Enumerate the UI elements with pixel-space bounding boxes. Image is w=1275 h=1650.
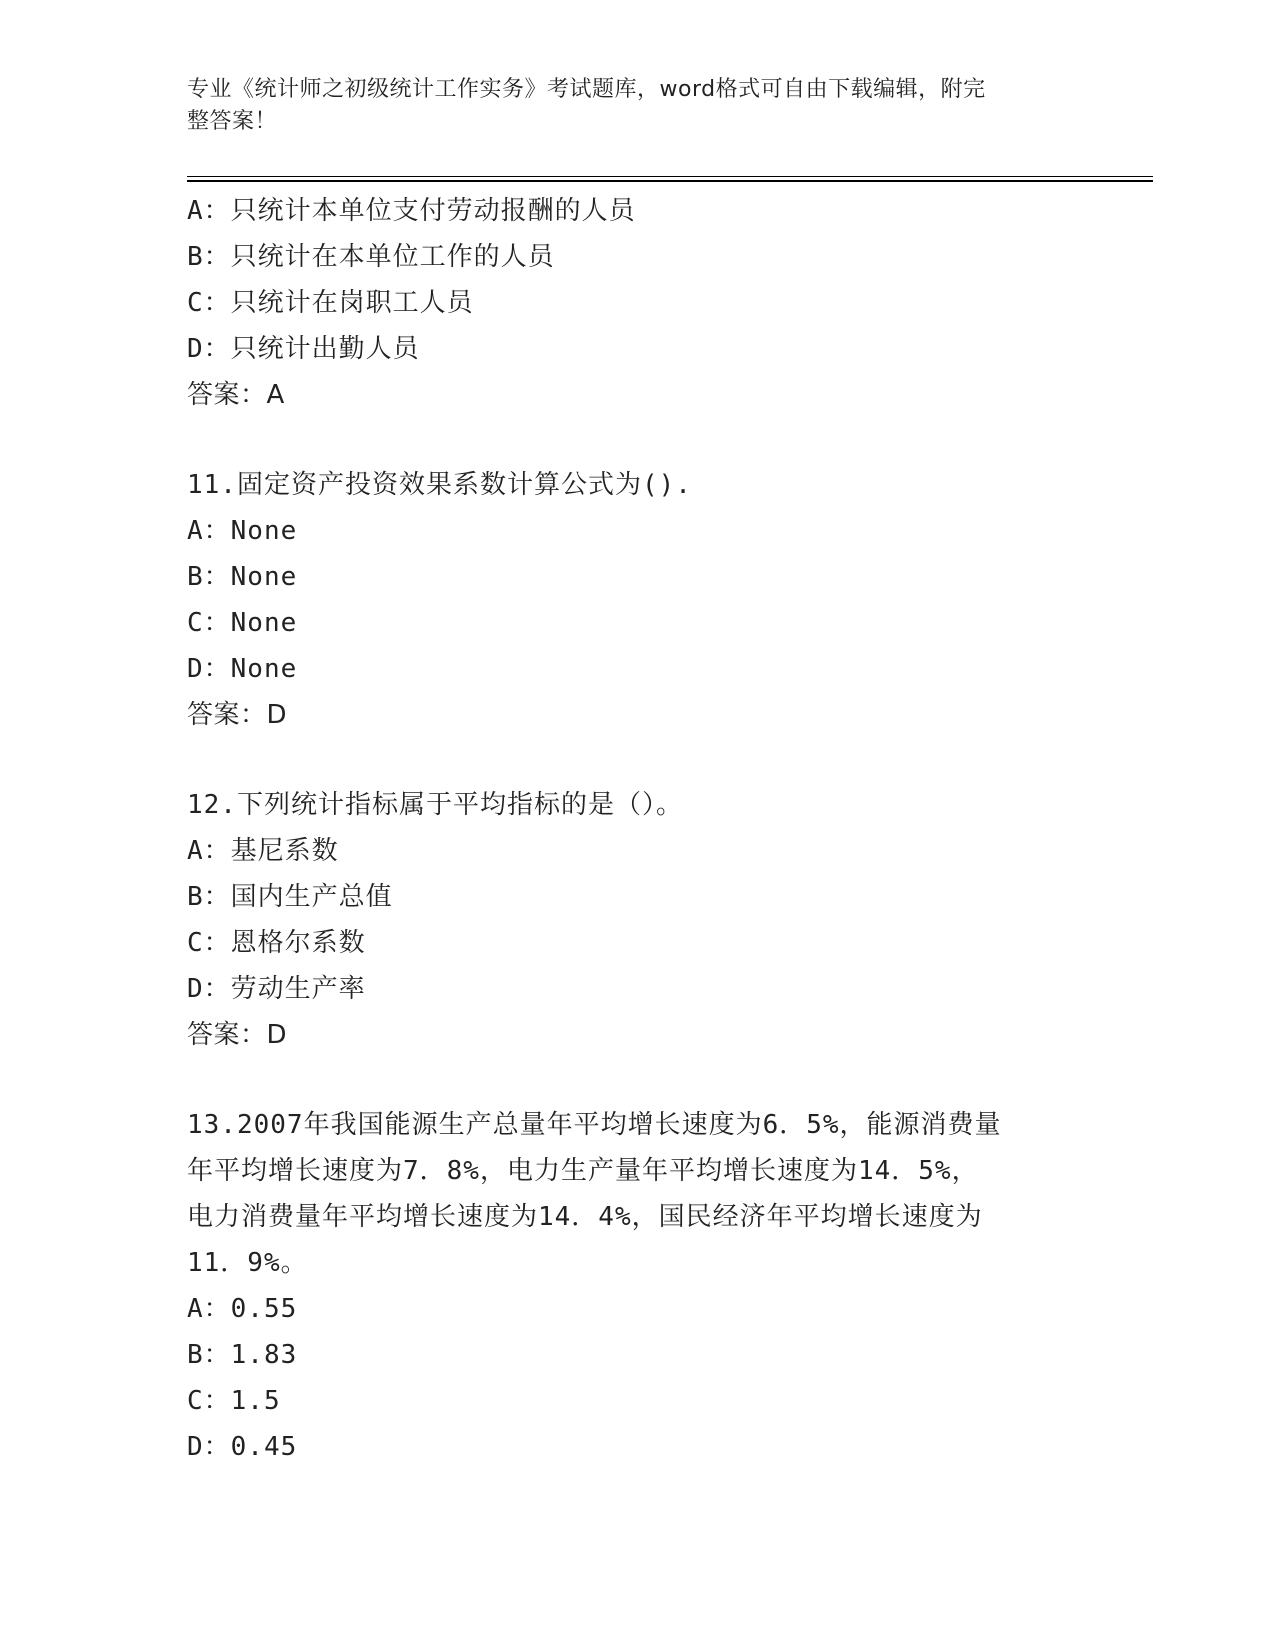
q12-option-b: B：国内生产总值 [187, 882, 393, 912]
spacer [187, 738, 1067, 782]
header-divider-thick [187, 180, 1153, 182]
document-body [187, 188, 1067, 1470]
q10-option-d: D：只统计出勤人员 [187, 334, 420, 364]
spacer [187, 418, 1067, 462]
q10-option-c: C：只统计在岗职工人员 [187, 288, 474, 318]
q13-option-a: A：0.55 [187, 1294, 298, 1324]
header-line-1: 专业《统计师之初级统计工作实务》考试题库，word格式可自由下载编辑，附完 [187, 77, 986, 102]
q12-answer: 答案：D [187, 1020, 288, 1050]
q11-option-b: B：None [187, 562, 298, 592]
question-13 [187, 1102, 1067, 1470]
q12-question: 12.下列统计指标属于平均指标的是（）。 [187, 790, 683, 820]
q13-question-line-4: 11．9%。 [187, 1248, 308, 1278]
q12-option-a: A：基尼系数 [187, 836, 339, 866]
q11-option-a: A：None [187, 516, 298, 546]
question-12 [187, 782, 1067, 1058]
q12-option-c: C：恩格尔系数 [187, 928, 366, 958]
q11-question: 11.固定资产投资效果系数计算公式为(). [187, 470, 692, 500]
q13-option-b: B：1.83 [187, 1340, 298, 1370]
q13-question-line-2: 年平均增长速度为7．8%，电力生产量年平均增长速度为14．5%， [187, 1156, 979, 1186]
question-11 [187, 462, 1067, 738]
q10-option-b: B：只统计在本单位工作的人员 [187, 242, 555, 272]
q11-answer: 答案：D [187, 700, 288, 730]
q13-option-c: C：1.5 [187, 1386, 281, 1416]
header-divider-thin [187, 176, 1153, 177]
q13-question-line-1: 13.2007年我国能源生产总量年平均增长速度为6．5%，能源消费量 [187, 1110, 1002, 1140]
header-line-2: 整答案！ [187, 109, 278, 134]
spacer [187, 1058, 1067, 1102]
question-10 [187, 188, 1067, 418]
q10-option-a: A：只统计本单位支付劳动报酬的人员 [187, 196, 636, 226]
q11-option-d: D：None [187, 654, 298, 684]
q12-option-d: D：劳动生产率 [187, 974, 366, 1004]
q10-answer: 答案：A [187, 380, 285, 410]
q13-question-line-3: 电力消费量年平均增长速度为14．4%，国民经济年平均增长速度为 [187, 1202, 983, 1232]
q13-option-d: D：0.45 [187, 1432, 298, 1462]
document-header [187, 74, 1067, 138]
q11-option-c: C：None [187, 608, 298, 638]
